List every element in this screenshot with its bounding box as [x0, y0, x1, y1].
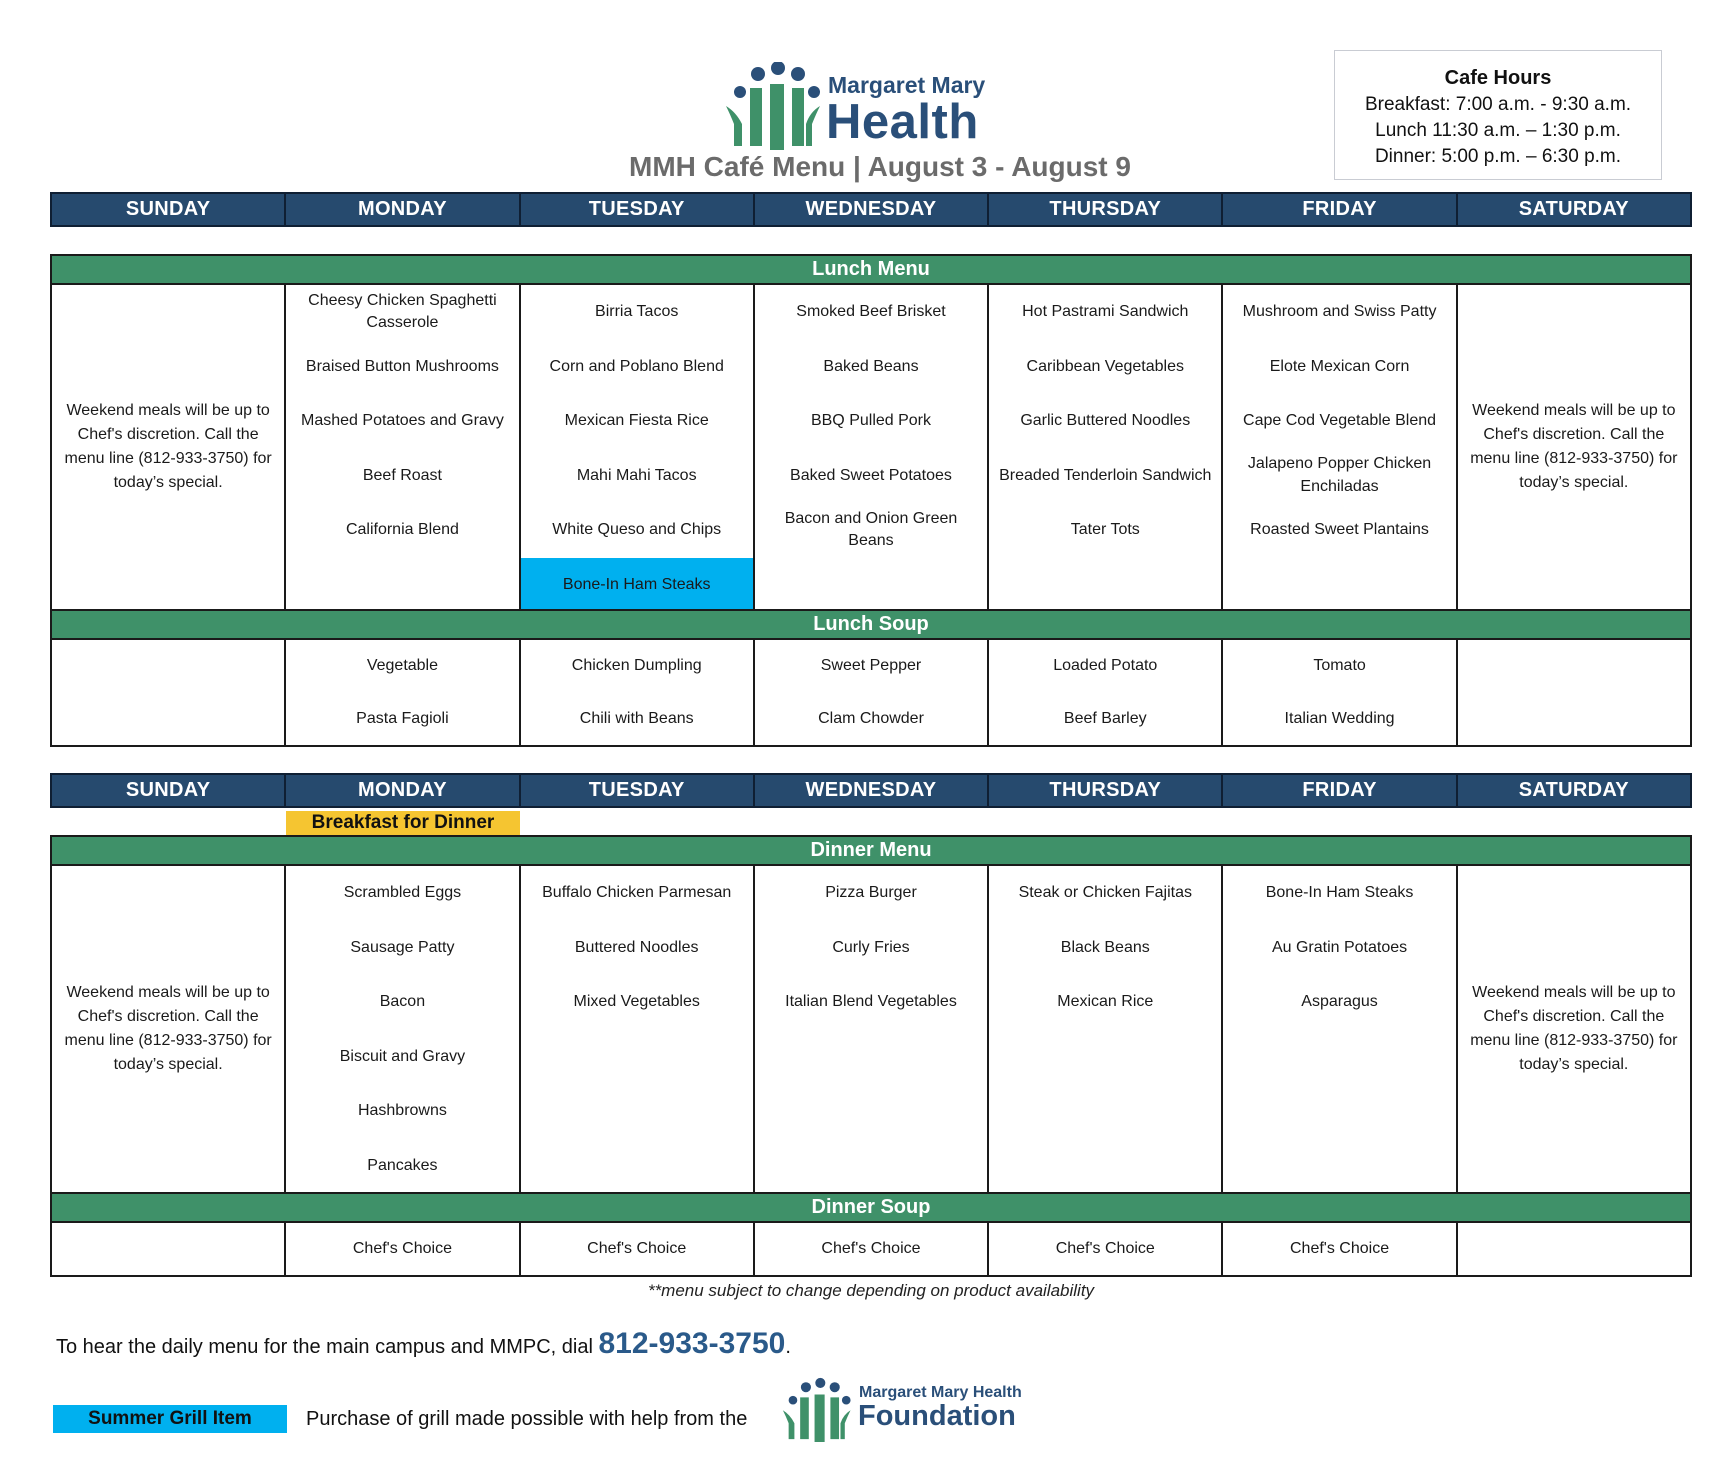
soup-item: Chef's Choice — [1055, 1240, 1155, 1258]
dinner-thursday — [989, 866, 1223, 1192]
soup-wednesday — [755, 640, 989, 746]
lunch-wednesday — [755, 285, 989, 609]
soup-item: Pasta Fagioli — [356, 710, 449, 728]
menu-item: Curly Fries — [832, 938, 910, 956]
menu-item: Biscuit and Gravy — [339, 1047, 466, 1065]
menu-item: Steak or Chicken Fajitas — [1018, 884, 1192, 902]
dinner-soup-tuesday — [521, 1223, 755, 1276]
dinner-soup-friday — [1223, 1223, 1457, 1276]
soup-item: Chef's Choice — [821, 1240, 921, 1258]
soup-tuesday — [521, 640, 755, 746]
menu-item: Sausage Patty — [350, 938, 455, 956]
menu-item: Hashbrowns — [357, 1102, 447, 1120]
dinner-monday — [286, 866, 520, 1192]
menu-item: Smoked Beef Brisket — [796, 303, 946, 321]
soup-item: Chef's Choice — [587, 1240, 687, 1258]
menu-item: Mushroom and Swiss Patty — [1242, 303, 1437, 321]
weekend-note: Weekend meals will be up to Chef's discretion. Call the menu line (812-933-3750) for today’s special. — [64, 984, 272, 1073]
soup-item: Loaded Potato — [1053, 657, 1158, 675]
soup-item: Beef Barley — [1063, 710, 1147, 728]
cafe-hours-box — [1334, 50, 1662, 180]
menu-item: Jalapeno Popper Chicken Enchiladas — [1247, 455, 1432, 495]
dial-text: To hear the daily menu for the main campus and MMPC, dial — [56, 1336, 599, 1358]
soup-item: Chili with Beans — [579, 710, 694, 728]
day-thursday: THURSDAY — [989, 194, 1223, 225]
logo-line2: Health — [826, 95, 979, 149]
menu-item: Mashed Potatoes and Gravy — [301, 412, 504, 430]
day-wednesday: WEDNESDAY — [755, 775, 989, 806]
menu-item: Elote Mexican Corn — [1269, 357, 1410, 375]
menu-item: Mixed Vegetables — [573, 993, 700, 1011]
menu-item: Bacon — [379, 993, 426, 1011]
menu-item: Cheesy Chicken Spaghetti Casserole — [308, 291, 497, 332]
page-title: MMH Café Menu | August 3 - August 9 — [629, 151, 1131, 182]
day-header-dinner — [50, 773, 1692, 808]
breakfast-for-dinner-badge: Breakfast for Dinner — [286, 811, 520, 835]
summer-grill-legend: Summer Grill Item — [53, 1405, 287, 1433]
day-friday: FRIDAY — [1223, 194, 1457, 225]
lunch-monday — [286, 285, 520, 609]
soup-friday — [1223, 640, 1457, 746]
dinner-soup-sunday — [52, 1223, 286, 1276]
dinner-wednesday — [755, 866, 989, 1192]
dinner-sunday — [52, 866, 286, 1192]
soup-item: Chicken Dumpling — [571, 657, 702, 675]
dinner-saturday — [1458, 866, 1690, 1192]
dinner-soup-wednesday — [755, 1223, 989, 1276]
logo-line1: Margaret Mary — [828, 72, 986, 98]
menu-item: Braised Button Mushrooms — [305, 357, 499, 375]
hours-breakfast: Breakfast: 7:00 a.m. - 9:30 a.m. — [1364, 94, 1632, 115]
soup-item: Italian Wedding — [1284, 710, 1395, 728]
weekend-note: Weekend meals will be up to Chef's discretion. Call the menu line (812-933-3750) for today’s special. — [1470, 402, 1678, 491]
weekend-note: Weekend meals will be up to Chef's discretion. Call the menu line (812-933-3750) for today’s special. — [64, 402, 272, 491]
menu-item: Mexican Rice — [1057, 993, 1154, 1011]
day-wednesday: WEDNESDAY — [755, 194, 989, 225]
summer-grill-item: Bone-In Ham Steaks — [521, 558, 753, 613]
dinner-soup-row — [50, 1223, 1692, 1276]
soup-item: Vegetable — [366, 657, 439, 675]
lunch-saturday — [1458, 285, 1690, 609]
soup-item: Chef's Choice — [352, 1240, 452, 1258]
menu-item: Au Gratin Potatoes — [1271, 938, 1408, 956]
menu-item: Pancakes — [367, 1156, 438, 1174]
lunch-friday — [1223, 285, 1457, 609]
dial-line — [56, 1327, 791, 1361]
soup-sunday — [52, 640, 286, 746]
day-tuesday: TUESDAY — [521, 194, 755, 225]
lunch-menu-header: Lunch Menu — [50, 254, 1692, 285]
menu-item: White Queso and Chips — [552, 521, 722, 539]
menu-item: Roasted Sweet Plantains — [1250, 521, 1429, 539]
dinner-soup-saturday — [1458, 1223, 1690, 1276]
menu-item: Mahi Mahi Tacos — [576, 466, 697, 484]
menu-item: Buttered Noodles — [574, 938, 699, 956]
day-sunday: SUNDAY — [52, 775, 286, 806]
menu-item: Black Beans — [1060, 938, 1150, 956]
day-saturday: SATURDAY — [1518, 198, 1629, 220]
menu-item: Scrambled Eggs — [343, 884, 462, 902]
soup-item: Sweet Pepper — [820, 657, 922, 675]
lunch-tuesday — [521, 285, 755, 609]
menu-item: Bacon and Onion Green Beans — [784, 509, 958, 550]
foundation-line1: Margaret Mary Health — [859, 1384, 1022, 1401]
soup-saturday — [1458, 640, 1690, 746]
table-divider — [50, 745, 1692, 747]
footnote: **menu subject to change depending on product availability — [647, 1281, 1095, 1300]
day-header-lunch — [50, 192, 1692, 227]
menu-phone-number: 812-933-3750 — [598, 1327, 786, 1360]
soup-thursday — [989, 640, 1223, 746]
hours-lunch: Lunch 11:30 a.m. – 1:30 p.m. — [1375, 120, 1621, 141]
day-sunday: SUNDAY — [52, 194, 286, 225]
foundation-people-icon — [780, 1374, 852, 1448]
menu-item: Hot Pastrami Sandwich — [1022, 303, 1189, 321]
dial-end: . — [785, 1336, 791, 1358]
soup-item: Chef's Choice — [1289, 1240, 1390, 1258]
menu-item: Corn and Poblano Blend — [549, 357, 724, 375]
hours-dinner: Dinner: 5:00 p.m. – 6:30 p.m. — [1374, 146, 1622, 167]
grill-sponsor-text: Purchase of grill made possible with help from the — [306, 1408, 748, 1430]
dinner-friday — [1223, 866, 1457, 1192]
dinner-soup-header: Dinner Soup — [50, 1192, 1692, 1223]
lunch-menu-row — [50, 285, 1692, 609]
dinner-menu-header: Dinner Menu — [50, 835, 1692, 866]
menu-item: Tater Tots — [1070, 521, 1140, 539]
lunch-thursday — [989, 285, 1223, 609]
weekend-note: Weekend meals will be up to Chef's discretion. Call the menu line (812-933-3750) for today’s special. — [1470, 984, 1678, 1073]
menu-item: Mexican Fiesta Rice — [564, 412, 709, 430]
menu-item: Garlic Buttered Noodles — [1020, 412, 1191, 430]
lunch-soup-header: Lunch Soup — [50, 609, 1692, 640]
table-divider — [50, 1275, 1692, 1277]
menu-item: Buffalo Chicken Parmesan — [542, 884, 732, 902]
mmh-logo — [722, 62, 992, 152]
menu-item: Baked Beans — [823, 357, 919, 375]
menu-item: Breaded Tenderloin Sandwich — [999, 466, 1212, 484]
soup-monday — [286, 640, 520, 746]
dinner-soup-thursday — [989, 1223, 1223, 1276]
day-monday: MONDAY — [286, 194, 520, 225]
lunch-sunday — [52, 285, 286, 609]
menu-item: Pizza Burger — [825, 884, 917, 902]
day-saturday: SATURDAY — [1518, 779, 1629, 801]
foundation-logo — [778, 1370, 1038, 1450]
menu-item: California Blend — [345, 521, 459, 539]
menu-item: Baked Sweet Potatoes — [790, 466, 952, 484]
cafe-hours-title: Cafe Hours — [1444, 67, 1552, 89]
dinner-tuesday — [521, 866, 755, 1192]
menu-item: Italian Blend Vegetables — [785, 993, 957, 1011]
menu-item: Beef Roast — [362, 466, 442, 484]
lunch-soup-row — [50, 640, 1692, 746]
day-thursday: THURSDAY — [989, 775, 1223, 806]
soup-item: Tomato — [1313, 657, 1366, 675]
day-tuesday: TUESDAY — [521, 775, 755, 806]
day-friday: FRIDAY — [1223, 775, 1457, 806]
day-monday: MONDAY — [286, 775, 520, 806]
dinner-soup-monday — [286, 1223, 520, 1276]
people-logo-icon — [722, 62, 822, 152]
menu-item: Cape Cod Vegetable Blend — [1243, 412, 1437, 430]
menu-item: Birria Tacos — [595, 303, 679, 321]
menu-item: Bone-In Ham Steaks — [1265, 884, 1414, 902]
soup-item: Clam Chowder — [818, 710, 924, 728]
menu-item: Asparagus — [1301, 993, 1378, 1011]
menu-item: Caribbean Vegetables — [1026, 357, 1184, 375]
foundation-line2: Foundation — [858, 1400, 1016, 1432]
dinner-menu-row — [50, 866, 1692, 1192]
menu-item: BBQ Pulled Pork — [810, 412, 932, 430]
